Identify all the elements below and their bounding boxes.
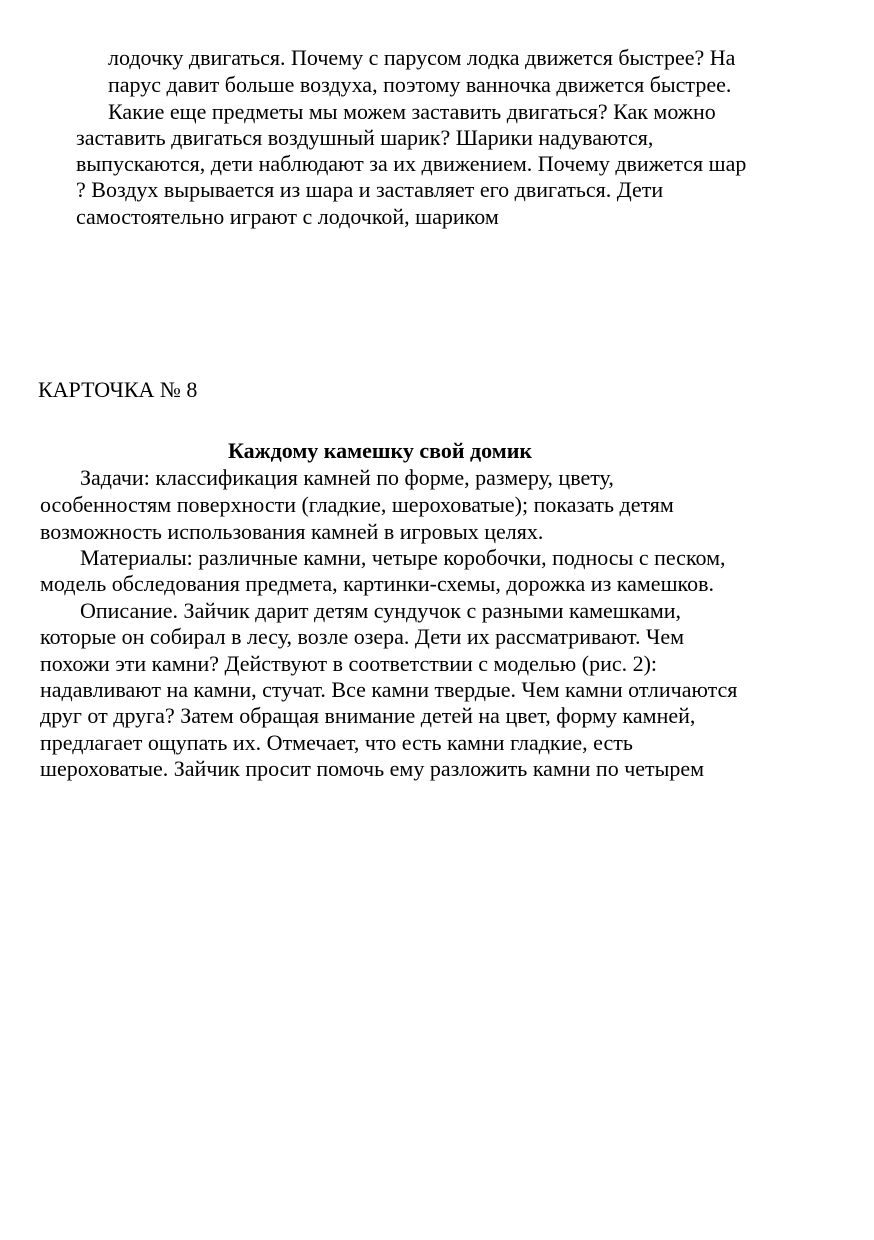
text-line: ? Воздух вырывается из шара и заставляет его двигаться. Дети bbox=[76, 177, 664, 202]
description-line: которые он собирал в лесу, возле озера. Дети их рассматривают. Чем bbox=[40, 624, 685, 649]
description-line: похожи эти камни? Действуют в соответствии с моделью (рис. 2): bbox=[40, 651, 658, 676]
text-line: парус давит больше воздуха, поэтому ванночка движется быстрее. bbox=[108, 72, 732, 97]
text-line: выпускаются, дети наблюдают за их движением. Почему движется шар bbox=[76, 151, 747, 176]
text-line: заставить двигаться воздушный шарик? Шарики надуваются, bbox=[76, 125, 654, 150]
card-heading: КАРТОЧКА № 8 bbox=[38, 377, 198, 402]
tasks-line: особенностям поверхности (гладкие, шероховатые); показать детям bbox=[40, 492, 674, 517]
description-line: предлагает ощупать их. Отмечает, что есть камни гладкие, есть bbox=[40, 730, 633, 755]
description-line: надавливают на камни, стучат. Все камни твердые. Чем камни отличаются bbox=[40, 677, 738, 702]
description-line: друг от друга? Затем обращая внимание детей на цвет, форму камней, bbox=[40, 703, 696, 728]
tasks-line: Задачи: классификация камней по форме, размеру, цвету, bbox=[80, 465, 614, 490]
description-line: шероховатые. Зайчик просит помочь ему разложить камни по четырем bbox=[40, 756, 705, 781]
description-line: Описание. Зайчик дарит детям сундучок с разными камешками, bbox=[80, 598, 682, 623]
materials-line: Материалы: различные камни, четыре коробочки, подносы с песком, bbox=[80, 545, 726, 570]
text-line: Какие еще предметы мы можем заставить двигаться? Как можно bbox=[108, 99, 716, 124]
tasks-line: возможность использования камней в игровых целях. bbox=[40, 519, 544, 544]
card-title: Каждому камешку свой домик bbox=[228, 438, 533, 463]
materials-line: модель обследования предмета, картинки-схемы, дорожка из камешков. bbox=[40, 571, 714, 596]
text-line: самостоятельно играют с лодочкой, шариком bbox=[76, 204, 499, 229]
text-line: лодочку двигаться. Почему с парусом лодка движется быстрее? На bbox=[108, 45, 736, 70]
